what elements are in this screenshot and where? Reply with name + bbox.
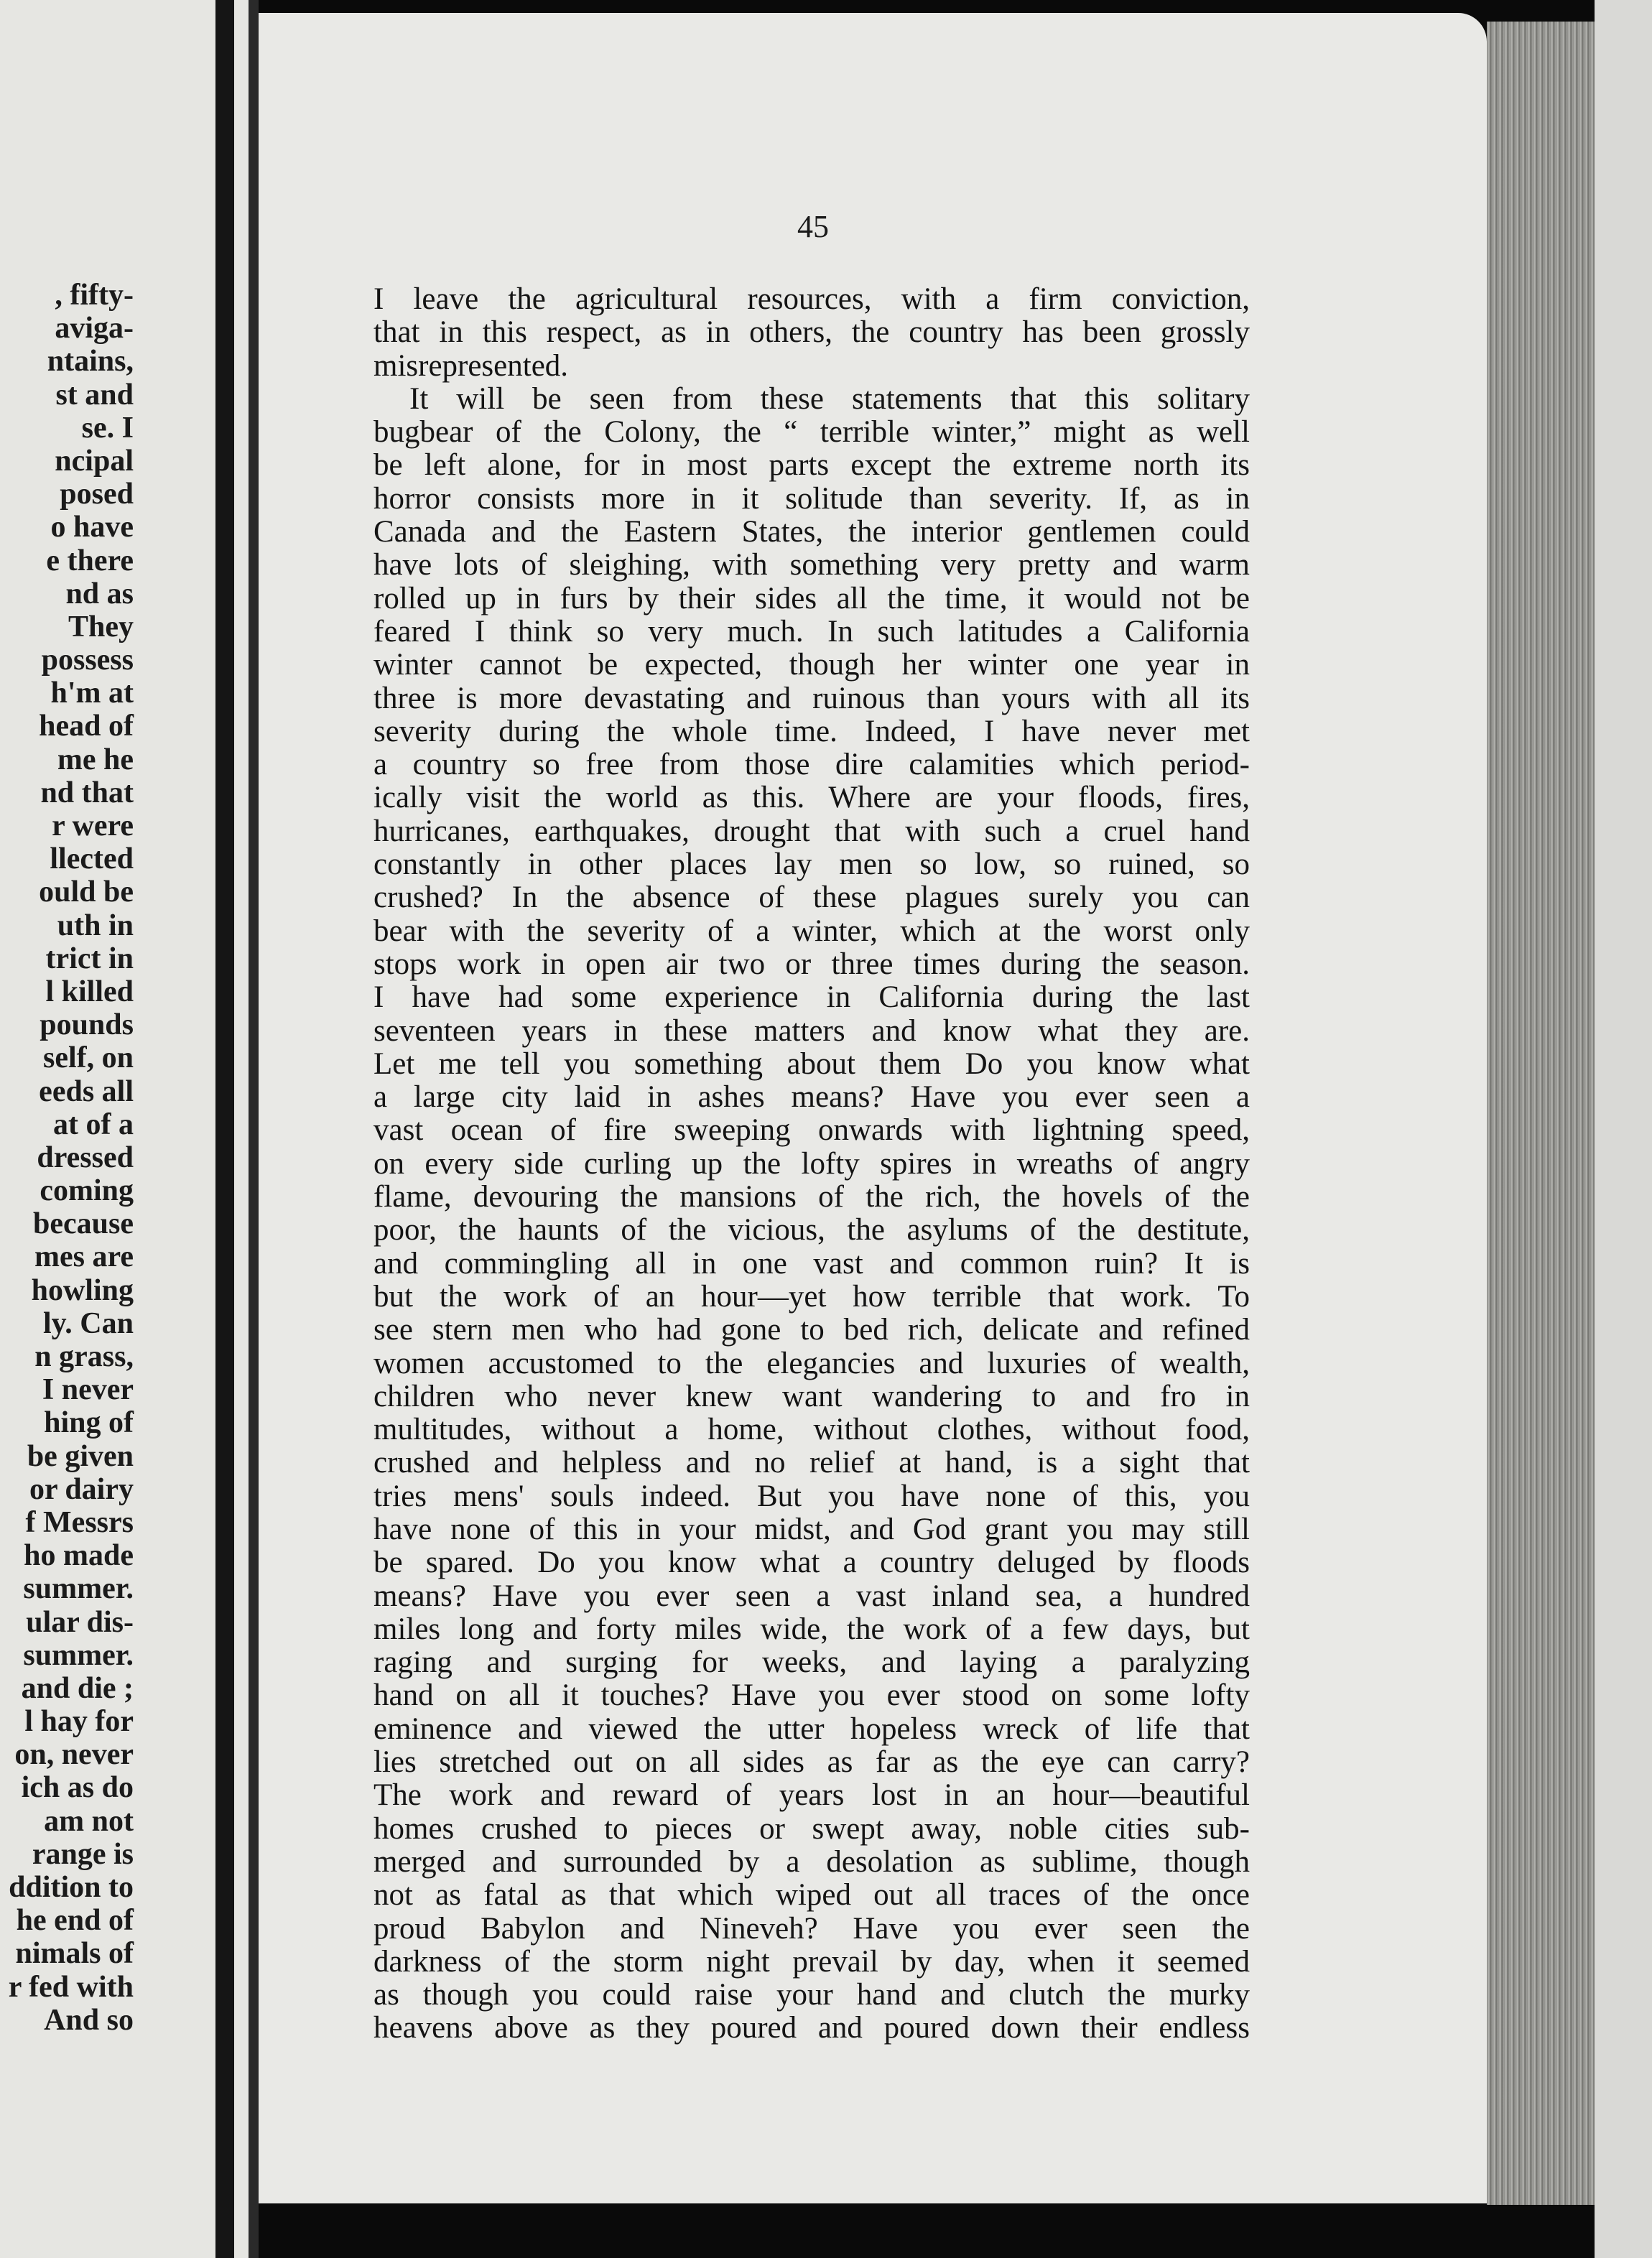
text-line: I have had some experience in California during the last (373, 980, 1250, 1015)
page-edges-stack (1487, 22, 1595, 2205)
left-page-line: o have (50, 511, 134, 544)
text-line: children who never knew want wandering to and fro in (373, 1379, 1250, 1413)
text-line: I leave the agricultural resources, with a firm conviction, (373, 282, 1250, 316)
left-page-line: head of (39, 710, 134, 743)
left-page-line: , fifty- (55, 279, 134, 312)
text-line: crushed? In the absence of these plagues surely you can (373, 881, 1250, 915)
text-line: on every side curling up the lofty spires in wreaths of angry (373, 1146, 1250, 1181)
left-page-line: ular dis- (26, 1605, 134, 1639)
left-page-line: nd as (65, 577, 134, 610)
text-line: ically visit the world as this. Where are your floods, fires, (373, 781, 1250, 815)
text-line: be left alone, for in most parts except the extreme north its (373, 448, 1250, 483)
page-number: 45 (797, 209, 829, 244)
left-page-line: summer. (23, 1572, 134, 1606)
text-line: homes crushed to pieces or swept away, noble cities sub- (373, 1811, 1250, 1846)
text-line: crushed and helpless and no relief at hand, is a sight that (373, 1446, 1250, 1480)
text-line: a country so free from those dire calamities which period- (373, 748, 1250, 782)
text-line: Canada and the Eastern States, the interior gentlemen could (373, 515, 1250, 549)
left-page-line: possess (41, 644, 134, 677)
left-page-line: ntains, (47, 345, 134, 378)
left-page-line: range is (32, 1837, 134, 1871)
text-line: a large city laid in ashes means? Have you ever seen a (373, 1080, 1250, 1115)
text-line: flame, devouring the mansions of the rich, the hovels of the (373, 1180, 1250, 1214)
left-page-line: l hay for (24, 1705, 134, 1739)
left-page-line: They (68, 610, 134, 644)
text-line: seventeen years in these matters and know what they are. (373, 1013, 1250, 1048)
text-line: stops work in open air two or three times during the season. (373, 947, 1250, 981)
left-page-line: ho made (24, 1539, 134, 1573)
text-line: see stern men who had gone to bed rich, delicate and refined (373, 1313, 1250, 1347)
left-page-line: posed (60, 478, 134, 511)
left-page-line: I never (42, 1373, 134, 1407)
left-page-line: or dairy (29, 1472, 134, 1506)
left-page-line: And so (44, 2003, 134, 2037)
left-page-line: mes are (34, 1240, 134, 1274)
left-page-line: e there (46, 544, 134, 577)
text-line: feared I think so very much. In such latitudes a California (373, 614, 1250, 649)
page-gutter (249, 0, 259, 2258)
text-line: miles long and forty miles wide, the work of a few days, but (373, 1612, 1250, 1646)
text-line: darkness of the storm night prevail by day, when it seemed (373, 1944, 1250, 1979)
left-page-line: uth in (57, 909, 134, 942)
text-line: bugbear of the Colony, the “ terrible winter,” might as well (373, 415, 1250, 450)
left-page-line: on, never (14, 1738, 134, 1772)
text-line: winter cannot be expected, though her winter one year in (373, 648, 1250, 682)
left-page-line: dressed (37, 1140, 134, 1174)
text-line: means? Have you ever seen a vast inland sea, a hundred (373, 1579, 1250, 1613)
body-text (373, 283, 1250, 2045)
text-line: not as fatal as that which wiped out all traces of the once (373, 1878, 1250, 1913)
text-line: raging and surging for weeks, and laying a paralyzing (373, 1645, 1250, 1680)
left-page-line: r were (52, 809, 134, 842)
text-line: have lots of sleighing, with something very pretty and warm (373, 548, 1250, 582)
text-line: three is more devastating and ruinous than yours with all its (373, 681, 1250, 715)
left-page-line: coming (40, 1174, 134, 1208)
left-page-line: trict in (45, 942, 134, 975)
left-page-line: r fed with (8, 1970, 134, 2004)
book-cover-edge (1595, 0, 1652, 2258)
left-page-line: eeds all (39, 1074, 134, 1108)
left-page-line: ich as do (21, 1771, 134, 1805)
left-page-line: me he (57, 743, 134, 776)
text-line: constantly in other places lay men so low, so ruined, so (373, 847, 1250, 882)
left-page-line: be given (27, 1439, 134, 1473)
text-line: be spared. Do you know what a country deluged by floods (373, 1546, 1250, 1580)
book-binding (215, 0, 234, 2258)
text-line: but the work of an hour—yet how terrible that work. To (373, 1279, 1250, 1314)
left-page-line: self, on (43, 1041, 134, 1075)
left-page-line: hing of (44, 1406, 134, 1440)
left-page-line: aviga- (55, 312, 134, 345)
text-line: lies stretched out on all sides as far as the eye can carry? (373, 1745, 1250, 1780)
left-page-line: h'm at (50, 677, 134, 710)
text-line: that in this respect, as in others, the country has been grossly (373, 315, 1250, 350)
left-page-line: nimals of (15, 1937, 134, 1971)
left-page-line: n grass, (34, 1340, 134, 1373)
text-line: The work and reward of years lost in an hour—beautiful (373, 1778, 1250, 1813)
left-page-line: ncipal (55, 444, 134, 478)
left-page-line: f Messrs (25, 1505, 134, 1539)
left-page-line: nd that (40, 776, 134, 809)
left-page-line: because (33, 1207, 134, 1241)
text-line: vast ocean of fire sweeping onwards with lightning speed, (373, 1113, 1250, 1148)
text-line: as though you could raise your hand and clutch the murky (373, 1978, 1250, 2012)
text-line: and commingling all in one vast and common ruin? It is (373, 1246, 1250, 1281)
text-line: have none of this in your midst, and God grant you may still (373, 1512, 1250, 1546)
text-line: hand on all it touches? Have you ever stood on some lofty (373, 1678, 1250, 1713)
text-line: tries mens' souls indeed. But you have none of this, you (373, 1479, 1250, 1513)
text-line: proud Babylon and Nineveh? Have you ever seen the (373, 1911, 1250, 1946)
text-line: heavens above as they poured and poured down their endless (373, 2011, 1250, 2045)
text-line: rolled up in furs by their sides all the time, it would not be (373, 581, 1250, 615)
text-line: It will be seen from these statements that this solitary (409, 381, 1250, 416)
text-line: misrepresented. (373, 348, 569, 383)
left-page-line: summer. (23, 1638, 134, 1672)
left-page-line: ould be (39, 875, 134, 909)
text-line: horror consists more in it solitude than severity. If, as in (373, 481, 1250, 516)
text-line: eminence and viewed the utter hopeless wreck of life that (373, 1711, 1250, 1746)
text-line: Let me tell you something about them Do you know what (373, 1046, 1250, 1081)
text-line: merged and surrounded by a desolation as sublime, though (373, 1844, 1250, 1879)
left-page-line: ly. Can (42, 1306, 134, 1340)
left-page-line: st and (55, 378, 134, 412)
left-page-line: l killed (45, 975, 134, 1008)
text-line: hurricanes, earthquakes, drought that with such a cruel hand (373, 814, 1250, 848)
text-line: poor, the haunts of the vicious, the asylums of the destitute, (373, 1213, 1250, 1248)
left-page-text (9, 279, 134, 2037)
left-page-line: se. I (81, 411, 134, 445)
left-page-line: ddition to (9, 1871, 134, 1904)
left-page-line: he end of (16, 1904, 134, 1938)
text-line: multitudes, without a home, without clothes, without food, (373, 1413, 1250, 1447)
left-page-line: llected (50, 842, 134, 876)
left-page-line: and die ; (21, 1671, 134, 1705)
text-line: women accustomed to the elegancies and luxuries of wealth, (373, 1346, 1250, 1380)
text-line: bear with the severity of a winter, which at the worst only (373, 914, 1250, 948)
left-page-line: pounds (40, 1008, 134, 1042)
text-line: severity during the whole time. Indeed, I have never met (373, 714, 1250, 748)
left-page-line: howling (31, 1273, 134, 1307)
left-page-line: at of a (53, 1107, 134, 1141)
left-page-line: am not (44, 1804, 134, 1838)
